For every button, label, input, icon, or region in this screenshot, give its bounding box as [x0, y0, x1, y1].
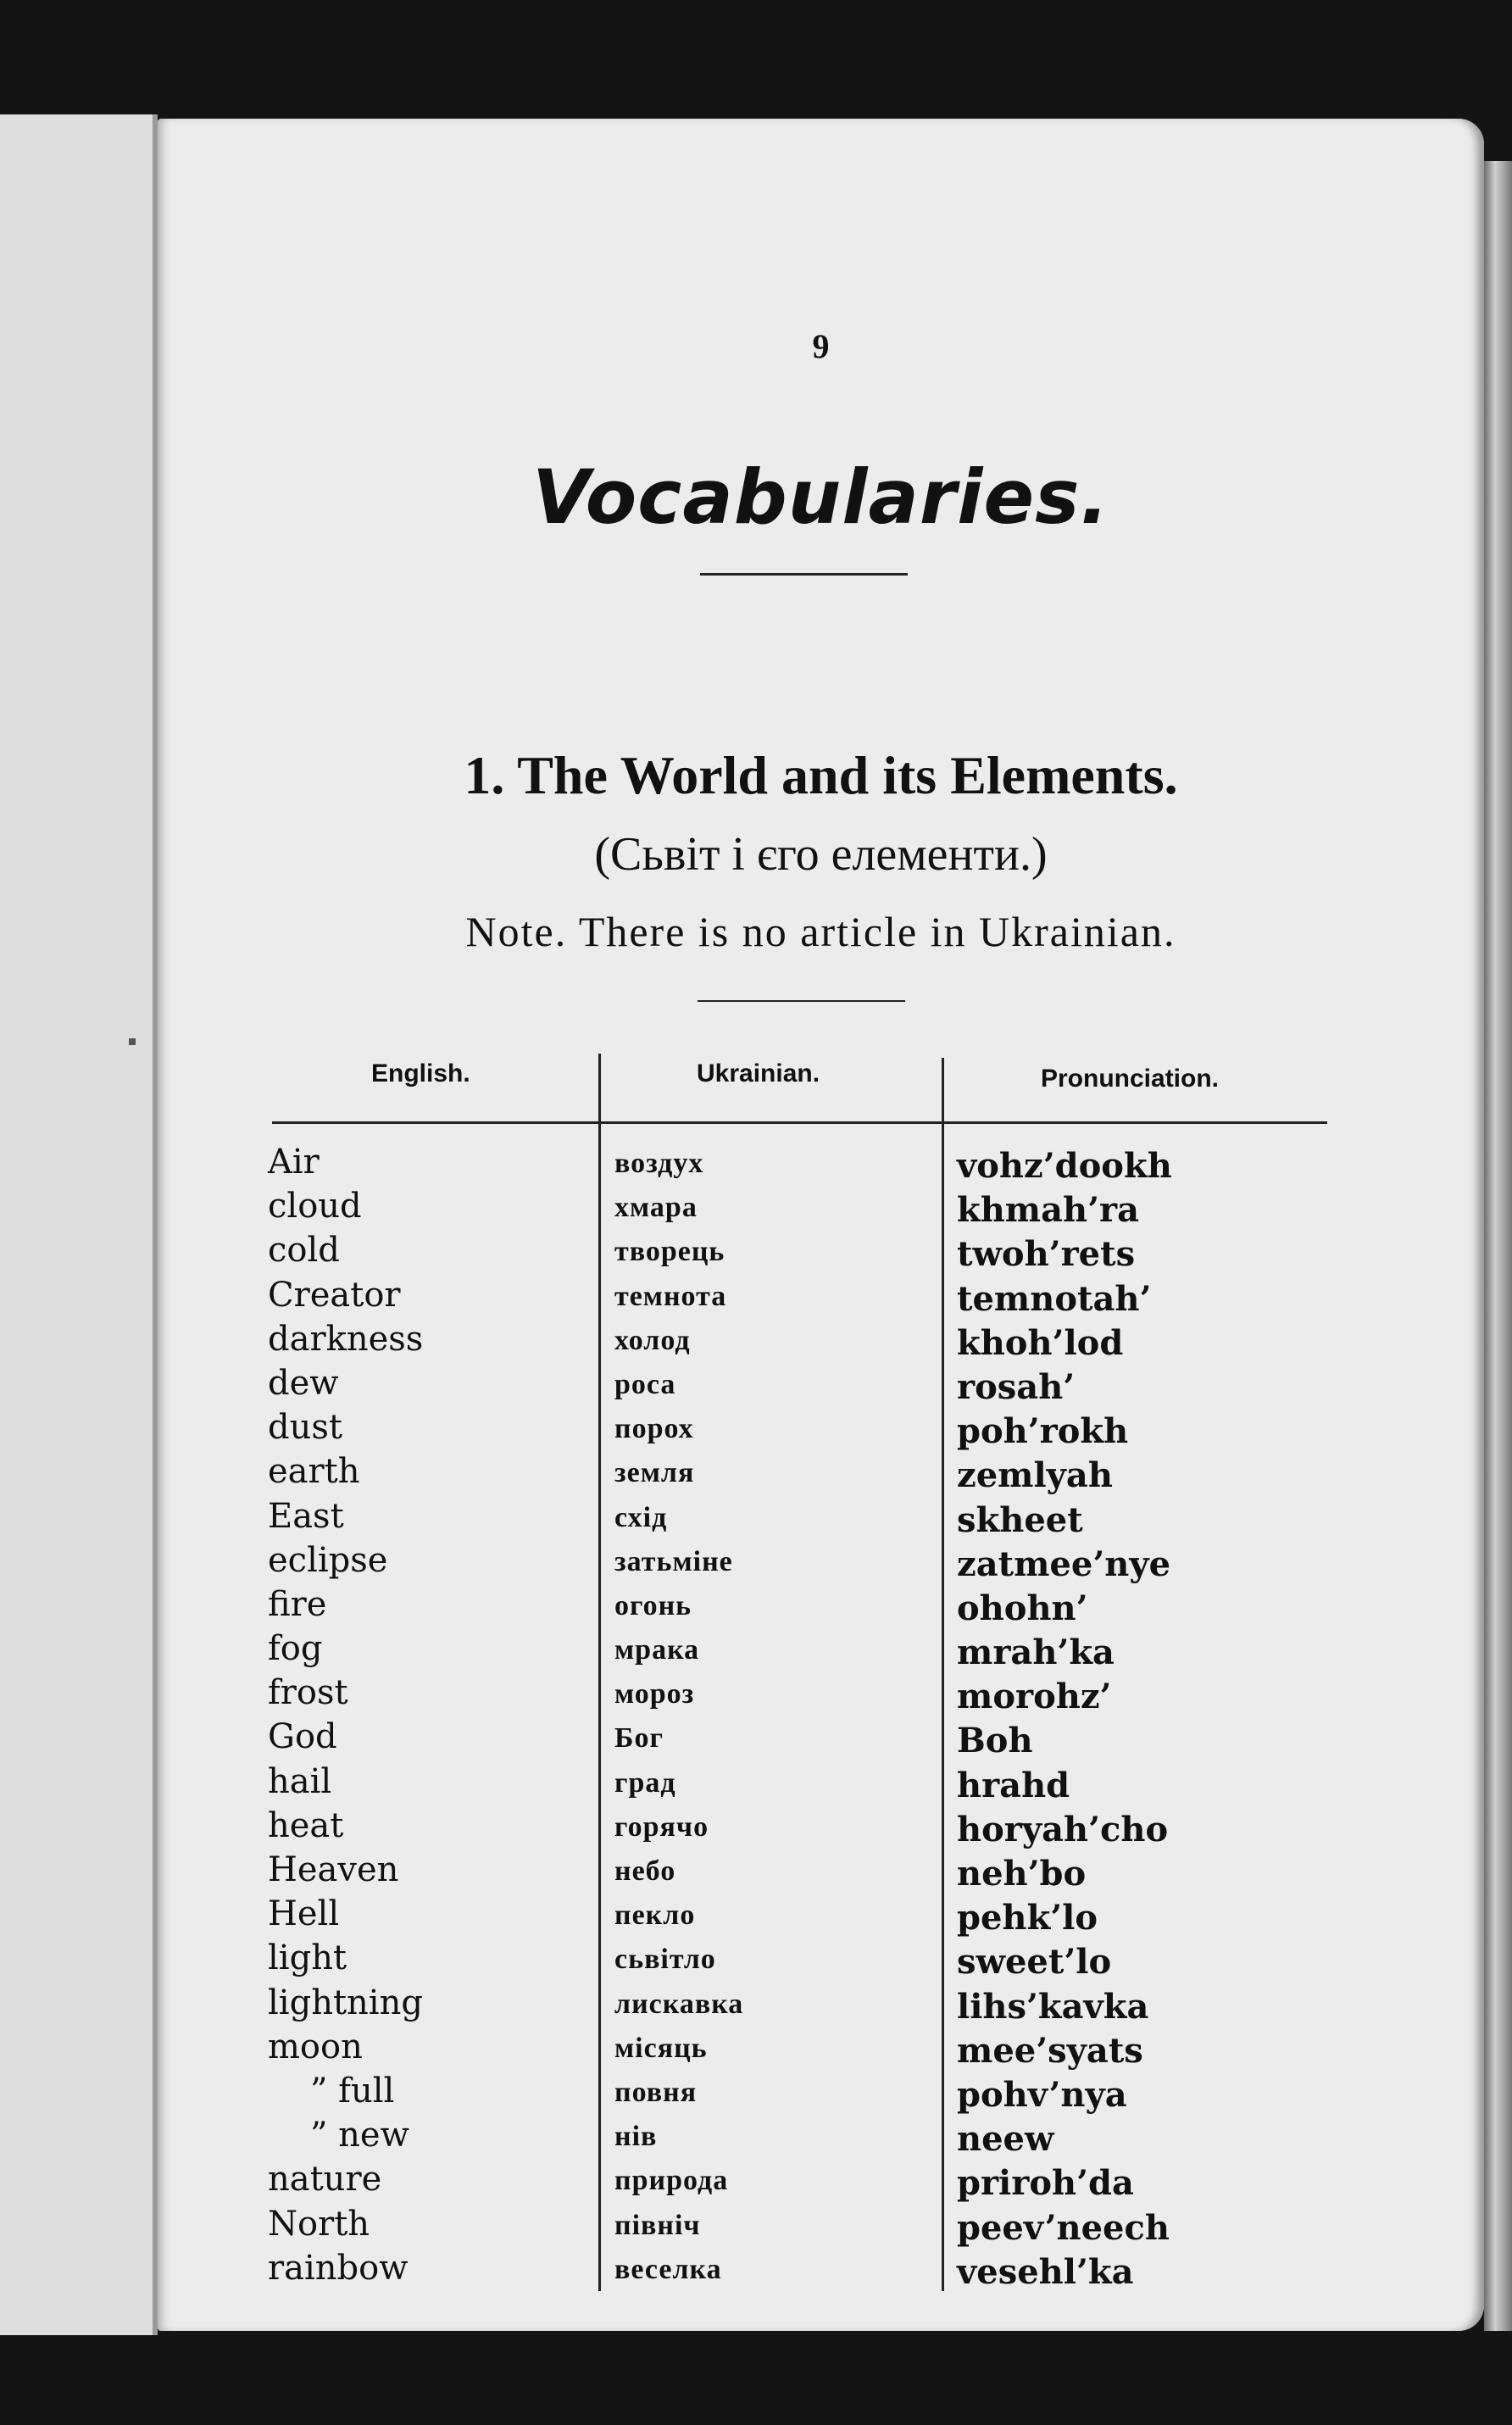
pronunciation: ohohn’: [957, 1588, 1088, 1628]
left-page-edge: [0, 114, 158, 2335]
english-word: earth: [268, 1452, 360, 1492]
ukrainian-word: природа: [614, 2165, 729, 2197]
ukrainian-word: холод: [614, 1324, 691, 1356]
english-word: hail: [268, 1761, 332, 1801]
ukrainian-word: повня: [614, 2076, 698, 2108]
table-row: [158, 1894, 1484, 1938]
pronunciation: pohv’nya: [957, 2074, 1127, 2115]
pronunciation: poh’rokh: [957, 1411, 1129, 1452]
ukrainian-word: місяць: [614, 2032, 708, 2064]
pronunciation: hrahd: [957, 1765, 1070, 1805]
table-row: [158, 2116, 1484, 2160]
table-row: [158, 2205, 1484, 2249]
table-row: [158, 1452, 1484, 1496]
pronunciation: Boh: [957, 1721, 1033, 1761]
english-word: nature: [268, 2160, 382, 2200]
english-word: Air: [268, 1143, 320, 1182]
ukrainian-word: сьвітло: [614, 1944, 716, 1976]
pronunciation: morohz’: [957, 1677, 1112, 1717]
table-row: [158, 1231, 1484, 1275]
english-word: cloud: [268, 1187, 362, 1226]
ukrainian-word: горячо: [614, 1810, 709, 1843]
pronunciation: vohz’dookh: [957, 1146, 1172, 1186]
page-title: Vocabularies.: [532, 453, 1109, 541]
ukrainian-word: мороз: [614, 1678, 695, 1710]
ukrainian-word: град: [614, 1766, 676, 1799]
pronunciation: mee’syats: [957, 2030, 1143, 2071]
section-subtitle: (Сьвіт і єго елементи.): [594, 828, 1048, 881]
ukrainian-word: нів: [614, 2121, 658, 2153]
ukrainian-word: мрака: [614, 1634, 700, 1666]
pronunciation: lihs’kavka: [957, 1986, 1149, 2027]
pronunciation: peev’neech: [957, 2207, 1170, 2248]
right-page-edge: [1484, 161, 1512, 2331]
table-row: [158, 2249, 1484, 2293]
header-pronunciation: Pronunciation.: [1041, 1065, 1219, 1093]
pronunciation: vesehl’ka: [957, 2251, 1134, 2292]
english-word: fog: [268, 1629, 323, 1669]
pronunciation: zatmee’nye: [957, 1543, 1171, 1584]
english-word: fire: [268, 1584, 327, 1624]
english-word: Creator: [268, 1275, 401, 1315]
english-word: ” new: [310, 2116, 409, 2155]
english-word: dew: [268, 1363, 339, 1403]
ukrainian-word: творець: [614, 1236, 725, 1268]
english-word: Hell: [268, 1894, 340, 1934]
english-word: moon: [268, 2027, 363, 2066]
pronunciation: neh’bo: [957, 1854, 1087, 1894]
ukrainian-word: воздух: [614, 1148, 704, 1179]
page-number: 9: [812, 327, 830, 365]
table-row: [158, 1187, 1484, 1231]
ukrainian-word: темнота: [614, 1280, 727, 1312]
pronunciation: mrah’ka: [957, 1632, 1115, 1673]
pronunciation: twoh’rets: [957, 1234, 1136, 1275]
ukrainian-word: Бог: [614, 1722, 664, 1755]
english-word: dust: [268, 1408, 342, 1448]
pronunciation: khmah’ra: [957, 1190, 1140, 1231]
ukrainian-word: північ: [614, 2209, 701, 2241]
ukrainian-word: затьміне: [614, 1545, 733, 1577]
edge-mark: [129, 1038, 136, 1045]
ukrainian-word: огонь: [614, 1589, 692, 1621]
header-rule: [272, 1121, 1327, 1124]
english-word: East: [268, 1496, 344, 1536]
english-word: lightning: [268, 1983, 423, 2022]
table-row: [158, 1143, 1484, 1187]
note-rule: [698, 1000, 905, 1002]
table-row: [158, 1806, 1484, 1850]
pronunciation: khoh’lod: [957, 1322, 1124, 1363]
vocabulary-table: [158, 1143, 1484, 2293]
english-word: North: [268, 2204, 370, 2244]
title-rule: [700, 573, 908, 576]
pronunciation: sweet’lo: [957, 1942, 1112, 1983]
table-row: [158, 2027, 1484, 2072]
table-row: [158, 1408, 1484, 1452]
table-row: [158, 1497, 1484, 1541]
table-row: [158, 1629, 1484, 1673]
pronunciation: horyah’cho: [957, 1809, 1169, 1849]
pronunciation: rosah’: [957, 1366, 1076, 1407]
table-row: [158, 1717, 1484, 1761]
header-ukrainian: Ukrainian.: [697, 1060, 820, 1087]
note: Note. There is no article in Ukrainian.: [465, 908, 1176, 955]
ukrainian-word: пекло: [614, 1899, 696, 1932]
section-title: 1. The World and its Elements.: [464, 745, 1178, 805]
english-word: heat: [268, 1805, 344, 1845]
pronunciation: zemlyah: [957, 1455, 1113, 1496]
header-english: English.: [371, 1060, 470, 1087]
ukrainian-word: хмара: [614, 1192, 698, 1224]
table-row: [158, 1364, 1484, 1408]
table-row: [158, 2160, 1484, 2204]
pronunciation: priroh’da: [957, 2163, 1134, 2204]
english-word: light: [268, 1938, 347, 1978]
table-row: [158, 1938, 1484, 1983]
table-row: [158, 2072, 1484, 2116]
ukrainian-word: земля: [614, 1457, 695, 1489]
pronunciation: temnotah’: [957, 1278, 1152, 1319]
english-word: ” full: [310, 2071, 395, 2111]
ukrainian-word: веселка: [614, 2253, 722, 2285]
english-word: God: [268, 1717, 337, 1757]
english-word: eclipse: [268, 1540, 388, 1580]
table-row: [158, 1276, 1484, 1320]
ukrainian-word: небо: [614, 1855, 676, 1887]
english-word: darkness: [268, 1319, 424, 1359]
english-word: Heaven: [268, 1850, 399, 1889]
ukrainian-word: роса: [614, 1368, 676, 1400]
table-row: [158, 1673, 1484, 1717]
pronunciation: pehk’lo: [957, 1898, 1098, 1938]
english-word: rainbow: [268, 2248, 409, 2288]
table-row: [158, 1320, 1484, 1364]
table-row: [158, 1541, 1484, 1585]
table-row: [158, 1585, 1484, 1629]
table-row: [158, 1983, 1484, 2027]
table-row: [158, 1850, 1484, 1894]
ukrainian-word: лискавка: [614, 1988, 744, 2020]
pronunciation: skheet: [957, 1499, 1083, 1540]
ukrainian-word: порох: [614, 1413, 694, 1445]
book-page: [158, 119, 1484, 2331]
ukrainian-word: схід: [614, 1501, 668, 1533]
english-word: cold: [268, 1231, 340, 1271]
pronunciation: neew: [957, 2119, 1054, 2160]
english-word: frost: [268, 1673, 348, 1713]
table-row: [158, 1762, 1484, 1806]
